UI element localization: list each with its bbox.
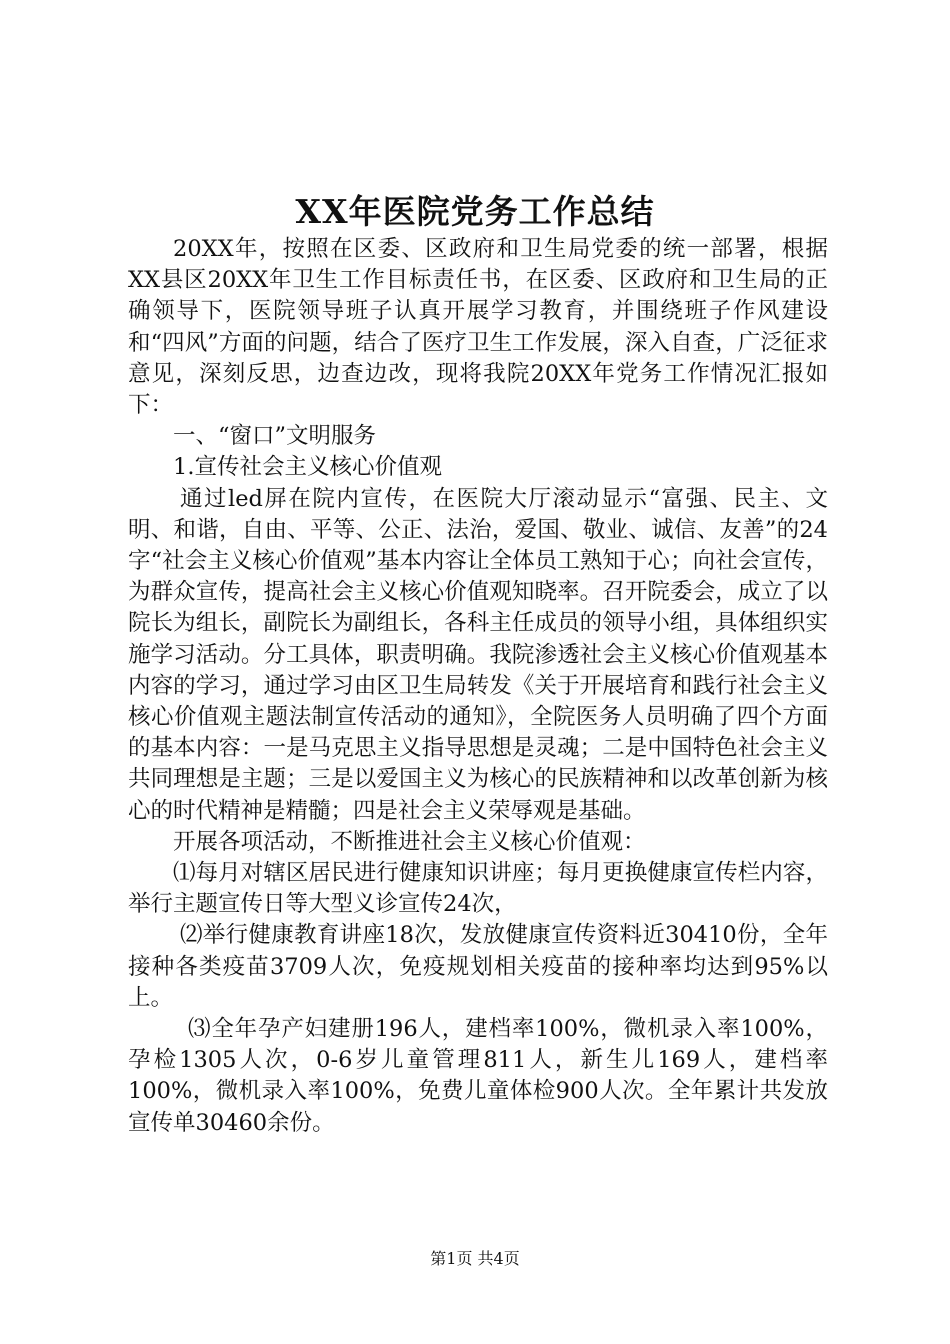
paragraph-activities-intro: 开展各项活动，不断推进社会主义核心价值观： [173, 828, 646, 855]
subsection-heading: 1.宣传社会主义核心价值观 [173, 454, 442, 481]
section-heading: 一、“窗口”文明服务 [173, 423, 377, 450]
paragraph-core-values: 通过led屏在院内宣传，在医院大厅滚动显示“富强、民主、文明、和谐，自由、平等、公正、法治，爱国、敬业、诚信、友善”的24字“社会主义核心价值观”基本内容让全体员工熟知于心；向社会宣传，为群众宣传，提高社会主义核心价值观知晓率。召开院委会，成立了以院长为组长，副院长为副组长，各科主任成员的领导小组，具体组织实施学习活动。分工具体，职责明确。我院渗透社会主义核心价值观基本内容的学习，通过学习由区卫生局转发《关于开展培育和践行社会主义核心价值观主题法制宣传活动的通知》，全院医务人员明确了四个方面的基本内容：一是马克思主义指导思想是灵魂；二是中国特色社会主义共同理想是主题；三是以爱国主义为核心的民族精神和以改革创新为核心的时代精神是精髓；四是社会主义荣辱观是基础。 [128, 485, 828, 824]
page-number-footer: 第1页 共4页 [430, 1249, 520, 1268]
document-body [128, 234, 828, 1139]
list-item-1: ⑴每月对辖区居民进行健康知识讲座；每月更换健康宣传栏内容，举行主题宣传日等大型义诊宣传24次， [128, 860, 828, 918]
paragraph-intro: 20XX年，按照在区委、区政府和卫生局党委的统一部署，根据XX县区20XX年卫生工作目标责任书，在区委、区政府和卫生局的正确领导下，医院领导班子认真开展学习教育，并围绕班子作风建设和“四风”方面的问题，结合了医疗卫生工作发展，深入自查，广泛征求意见，深刻反思，边查边改，现将我院20XX年党务工作情况汇报如下： [128, 236, 828, 419]
document-title: XX年医院党务工作总结 [295, 192, 655, 231]
list-item-2: ⑵举行健康教育讲座18次，发放健康宣传资料近30410份，全年接种各类疫苗3709人次，免疫规划相关疫苗的接种率均达到95%以上。 [128, 922, 828, 1011]
list-item-3: ⑶全年孕产妇建册196人，建档率100%，微机录入率100%，孕检1305人次，0-6岁儿童管理811人，新生儿169人，建档率100%，微机录入率100%，免费儿童体检900人次。全年累计共发放宣传单30460余份。 [128, 1016, 828, 1136]
